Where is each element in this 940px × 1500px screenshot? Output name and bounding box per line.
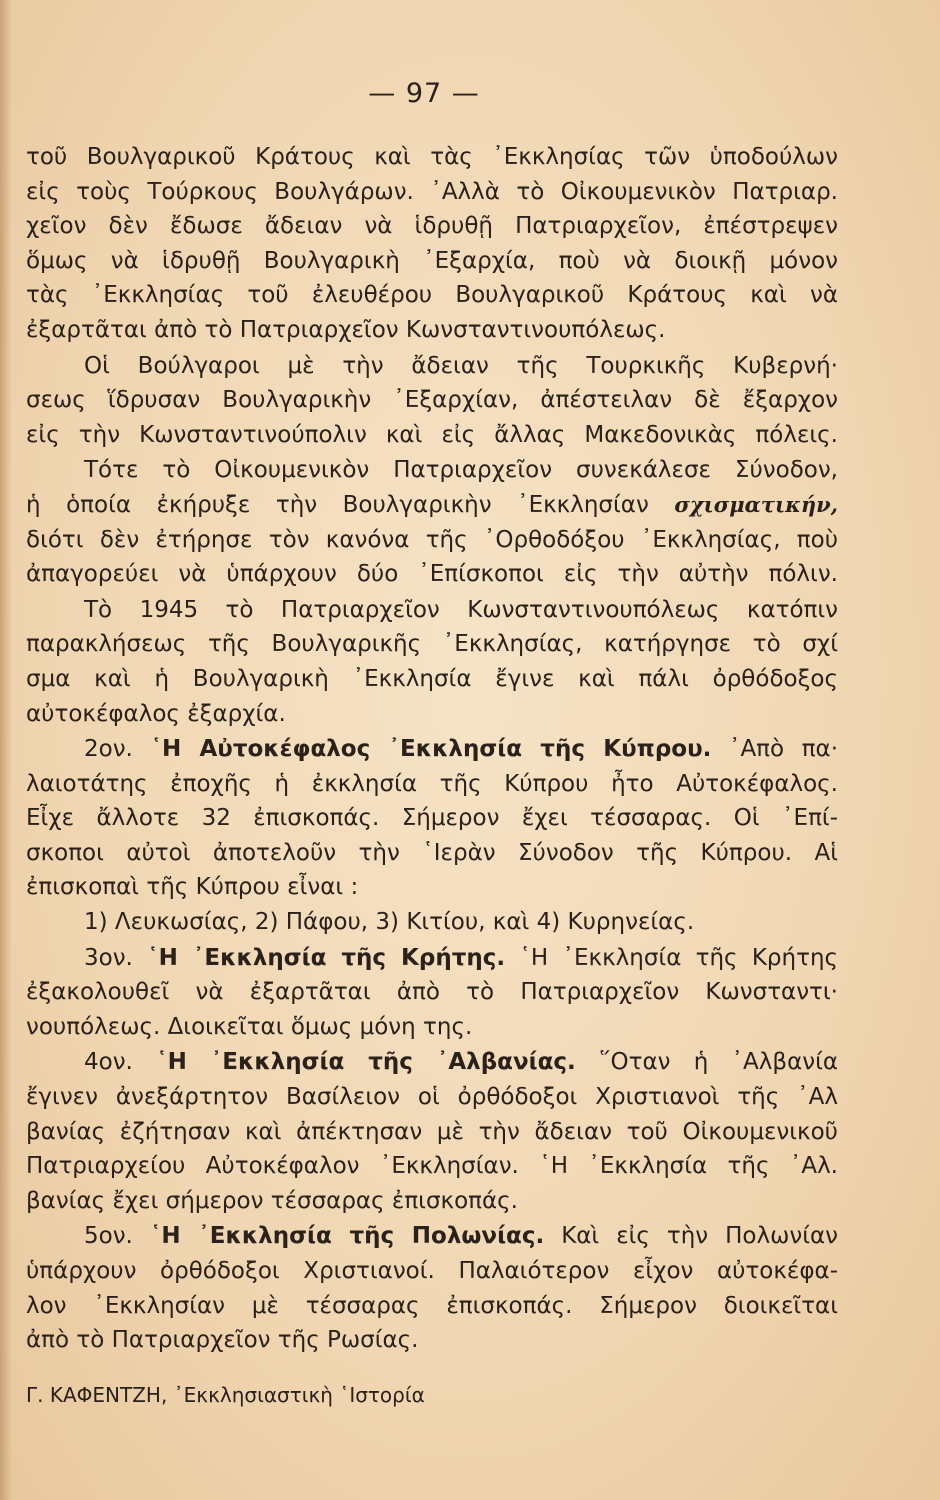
page-number: — 97 — — [368, 78, 480, 109]
text-line: σμα καὶ ἡ Βουλγαρικὴ ᾽Εκκλησία ἔγινε καὶ πάλι ὀρθόδοξος — [26, 665, 838, 692]
section-heading: ῾Η ᾽Εκκλησία τῆς Κρήτης. — [147, 944, 506, 971]
text-line: εἰς τὴν Κωνσταντινούπολιν καὶ εἰς ἄλλας Μακεδονικὰς πόλεις. — [26, 421, 838, 448]
text-line: ἡ ὁποία ἐκήρυξε τὴν Βουλγαρικὴν ᾽Εκκλησίαν σχισματικήν, — [26, 491, 838, 518]
text-line: σεως ἵδρυσαν Βουλγαρικὴν ᾽Εξαρχίαν, ἀπέστειλαν δὲ ἔξαρχον — [26, 387, 838, 414]
text-line: λον ᾽Εκκλησίαν μὲ τέσσαρας ἐπισκοπάς. Σήμερον διοικεῖται — [26, 1292, 838, 1319]
text-line: λαιοτάτης ἐποχῆς ἡ ἐκκλησία τῆς Κύπρου ἦτο Αὐτοκέφαλος. — [26, 770, 838, 797]
body-text — [26, 140, 838, 1358]
text-line: βανίας ἐζήτησαν καὶ ἀπέκτησαν μὲ τὴν ἄδειαν τοῦ Οἰκουμενικοῦ — [26, 1118, 838, 1145]
page-edge-shadow — [0, 0, 12, 1500]
text-line: χεῖον δὲν ἔδωσε ἄδειαν νὰ ἱδρυθῇ Πατριαρχεῖον, ἐπέστρεψεν — [26, 213, 838, 240]
text-line: ἀπαγορεύει νὰ ὑπάρχουν δύο ᾽Επίσκοποι εἰς τὴν αὐτὴν πόλιν. — [26, 561, 838, 588]
section-heading: ῾Η Αὐτοκέφαλος ᾽Εκκλησία τῆς Κύπρου. — [150, 736, 712, 763]
page-footer: Γ. ΚΑΦΕΝΤΖΗ, ᾽Εκκλησιαστικὴ ῾Ιστορία — [26, 1383, 425, 1407]
text-line: διότι δὲν ἐτήρησε τὸν κανόνα τῆς ᾽Ορθοδόξου ᾽Εκκλησίας, ποὺ — [26, 526, 838, 553]
text-line: παρακλήσεως τῆς Βουλγαρικῆς ᾽Εκκλησίας, κατήργησε τὸ σχί — [26, 631, 838, 658]
text-line: Οἱ Βούλγαροι μὲ τὴν ἄδειαν τῆς Τουρκικῆς Κυβερνή· — [84, 352, 838, 379]
text-line: ὑπάρχουν ὀρθόδοξοι Χριστιανοί. Παλαιότερον εἶχον αὐτοκέφα- — [26, 1258, 838, 1284]
text-line: Τὸ 1945 τὸ Πατριαρχεῖον Κωνσταντινουπόλεως κατόπιν — [84, 596, 838, 623]
text-line: ἐξαρτᾶται ἀπὸ τὸ Πατριαρχεῖον Κωνσταντινουπόλεως. — [26, 316, 666, 343]
text-line: νουπόλεως. Διοικεῖται ὅμως μόνη της. — [26, 1013, 473, 1040]
text-line: αὐτοκέφαλος ἐξαρχία. — [26, 700, 286, 727]
text-line: βανίας ἔχει σήμερον τέσσαρας ἐπισκοπάς. — [26, 1187, 518, 1214]
text-line: εἰς τοὺς Τούρκους Βουλγάρων. ᾽Αλλὰ τὸ Οἰκουμενικὸν Πατριαρ. — [26, 178, 838, 205]
section-heading: ῾Η ᾽Εκκλησία τῆς Πολωνίας. — [149, 1223, 545, 1250]
text-line: ἔγινεν ἀνεξάρτητον Βασίλειον οἱ ὀρθόδοξοι Χριστιανοὶ τῆς ᾽Αλ — [26, 1084, 838, 1111]
section-heading-line: 2ον. ῾Η Αὐτοκέφαλος ᾽Εκκλησία τῆς Κύπρου. ᾽Απὸ πα· — [84, 736, 838, 763]
text-line: 1) Λευκωσίας, 2) Πάφου, 3) Κιτίου, καὶ 4) Κυρηνείας. — [84, 909, 695, 936]
text-line: Πατριαρχείου Αὐτοκέφαλον ᾽Εκκλησίαν. ῾Η ᾽Εκκλησία τῆς ᾽Αλ. — [26, 1153, 838, 1180]
text-line: ἐπισκοπαὶ τῆς Κύπρου εἶναι : — [26, 874, 359, 901]
text-line: ἀπὸ τὸ Πατριαρχεῖον τῆς Ρωσίας. — [26, 1327, 419, 1354]
text-line: ἐξακολουθεῖ νὰ ἐξαρτᾶται ἀπὸ τὸ Πατριαρχεῖον Κωνσταντι· — [26, 979, 838, 1006]
section-heading: ῾Η ᾽Εκκλησία τῆς ᾽Αλβανίας. — [156, 1049, 576, 1076]
text-line: Τότε τὸ Οἰκουμενικὸν Πατριαρχεῖον συνεκάλεσε Σύνοδον, — [84, 457, 838, 484]
text-line: σκοποι αὐτοὶ ἀποτελοῦν τὴν ῾Ιερὰν Σύνοδον τῆς Κύπρου. Αἱ — [26, 839, 838, 866]
emphasis-word: σχισματικήν, — [674, 491, 838, 517]
text-line: τοῦ Βουλγαρικοῦ Κράτους καὶ τὰς ᾽Εκκλησίας τῶν ὑποδούλων — [26, 144, 838, 170]
text-line: ὅμως νὰ ἱδρυθῇ Βουλγαρικὴ ᾽Εξαρχία, ποὺ νὰ διοικῇ μόνον — [26, 247, 838, 274]
text-line: Εἶχε ἄλλοτε 32 ἐπισκοπάς. Σήμερον ἔχει τέσσαρας. Οἱ ᾽Επί- — [26, 805, 838, 832]
section-heading-line: 3ον. ῾Η ᾽Εκκλησία τῆς Κρήτης. ῾Η ᾽Εκκλησία τῆς Κρήτης — [84, 944, 838, 971]
section-heading-line: 4ον. ῾Η ᾽Εκκλησία τῆς ᾽Αλβανίας. ῞Οταν ἡ ᾽Αλβανία — [84, 1049, 838, 1076]
section-heading-line: 5ον. ῾Η ᾽Εκκλησία τῆς Πολωνίας. Καὶ εἰς τὴν Πολωνίαν — [84, 1223, 838, 1250]
text-line: τὰς ᾽Εκκλησίας τοῦ ἐλευθέρου Βουλγαρικοῦ Κράτους καὶ νὰ — [26, 282, 838, 309]
